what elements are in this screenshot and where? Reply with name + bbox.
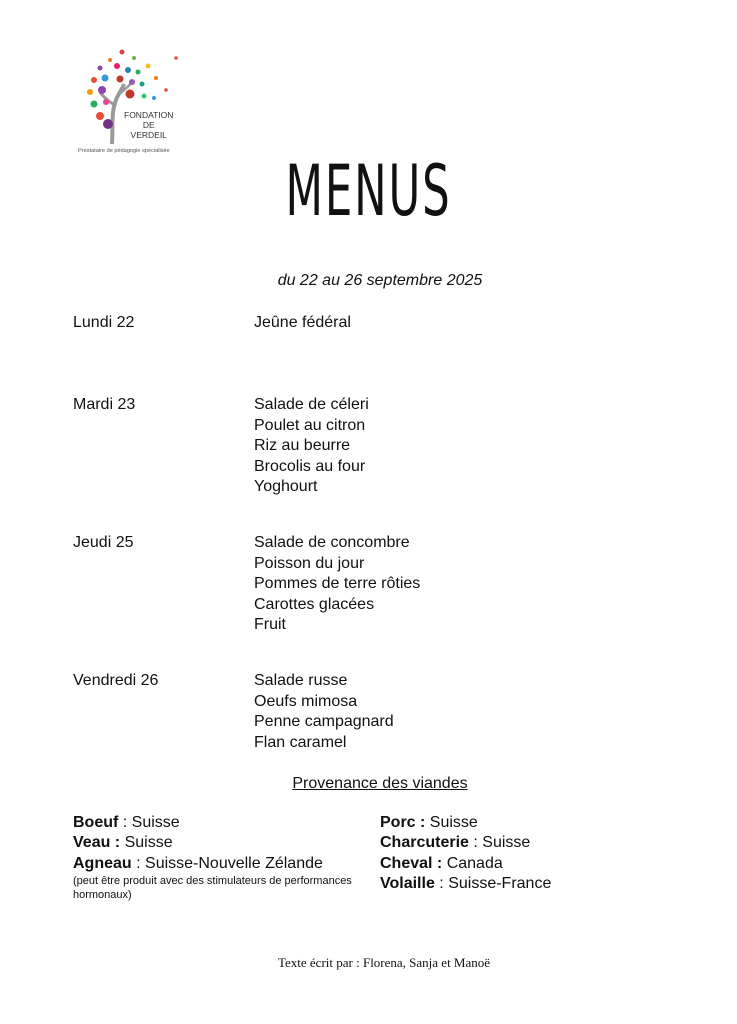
provenance-row <box>380 833 551 853</box>
dish-item: Salade de concombre <box>254 534 410 551</box>
provenance-row <box>380 813 551 833</box>
page-title: MENUS <box>285 150 452 232</box>
day-label-vendredi: Vendredi 26 <box>73 672 159 689</box>
dish-item: Poisson du jour <box>254 554 365 572</box>
dish-item: Jeûne fédéral <box>254 314 351 331</box>
meat-separator: : <box>131 854 146 872</box>
meat-origin: Suisse <box>124 834 173 852</box>
meat-name: Volaille <box>380 875 435 893</box>
dish-item: Flan caramel <box>254 733 347 751</box>
provenance-row <box>73 833 323 853</box>
meat-origin: Suisse <box>131 814 180 831</box>
footer-credits: Texte écrit par : Florena, Sanja et Manoë <box>277 955 491 970</box>
date-range: du 22 au 26 septembre 2025 <box>277 272 483 289</box>
dish-item: Salade de céleri <box>254 396 369 413</box>
meat-name: Porc : <box>380 814 426 831</box>
provenance-row <box>73 854 323 874</box>
dish-list-jeudi <box>254 533 420 636</box>
meat-origin: Suisse <box>429 814 478 831</box>
provenance-title: Provenance des viandes <box>292 775 468 792</box>
dish-item: Yoghourt <box>254 478 318 496</box>
org-name <box>124 110 173 140</box>
meat-origin: Suisse-France <box>448 875 552 893</box>
dish-item: Brocolis au four <box>254 457 366 475</box>
dish-item: Fruit <box>254 616 286 634</box>
meat-origin: Suisse-Nouvelle Zélande <box>145 854 323 872</box>
dish-item: Pommes de terre rôties <box>254 575 421 593</box>
dish-item: Oeufs mimosa <box>254 692 358 710</box>
day-label-lundi: Lundi 22 <box>73 314 135 331</box>
meat-origin: Suisse <box>482 834 531 852</box>
provenance-row <box>380 874 551 894</box>
meat-origin: Canada <box>446 854 503 872</box>
day-label-jeudi: Jeudi 25 <box>73 534 134 551</box>
meat-name: Charcuterie <box>380 834 469 852</box>
day-label-mardi: Mardi 23 <box>73 396 136 413</box>
dish-item: Salade russe <box>254 672 348 689</box>
meat-name: Agneau <box>73 854 132 872</box>
meat-separator: : <box>118 814 132 831</box>
provenance-row <box>73 813 323 833</box>
meat-name: Veau : <box>73 834 121 852</box>
dish-item: Penne campagnard <box>254 713 394 731</box>
dish-list-lundi <box>254 313 351 334</box>
meat-name: Cheval : <box>380 854 443 872</box>
dish-item: Carottes glacées <box>254 595 375 613</box>
hormone-note: (peut être produit avec des stimulateurs de performances hormonaux) <box>73 875 352 901</box>
fondation-logo <box>72 46 192 158</box>
tree-logo-icon <box>72 46 192 158</box>
org-tagline: Prestataire de pédagogie spécialisée <box>78 148 170 154</box>
dish-list-mardi <box>254 395 369 498</box>
meat-separator: : <box>434 875 449 893</box>
dish-list-vendredi <box>254 671 394 753</box>
meat-name: Boeuf <box>73 814 119 831</box>
org-name-line: VERDEIL <box>130 130 167 140</box>
org-name-line: FONDATION <box>124 110 174 120</box>
dish-item: Poulet au citron <box>254 416 366 434</box>
provenance-left-column <box>73 813 323 874</box>
provenance-right-column <box>380 813 551 895</box>
dish-item: Riz au beurre <box>254 437 351 455</box>
meat-separator: : <box>468 834 483 852</box>
org-name-line: DE <box>142 120 155 130</box>
provenance-row <box>380 854 551 874</box>
